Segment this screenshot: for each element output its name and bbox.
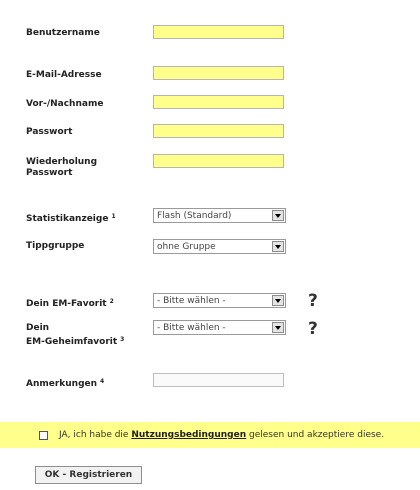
terms-agreement-checkbox[interactable]	[39, 431, 48, 440]
password-repeat-label-line2: Passwort	[26, 168, 73, 178]
em-secret-favorite-label-text: EM-Geheimfavorit	[26, 337, 118, 347]
tip-group-select[interactable]	[153, 239, 286, 254]
stats-display-selected-value: Flash (Standard)	[157, 210, 232, 221]
email-input[interactable]	[153, 66, 284, 80]
stats-display-label	[26, 211, 116, 225]
dropdown-arrow-icon[interactable]	[272, 241, 284, 252]
name-label: Vor-/Nachname	[26, 99, 104, 109]
em-secret-favorite-label-line1: Dein	[26, 323, 50, 333]
remarks-input[interactable]	[153, 373, 284, 387]
password-repeat-label	[26, 157, 97, 179]
footnote-marker: 3	[120, 336, 125, 343]
terms-agreement-bar	[0, 422, 420, 448]
register-submit-button[interactable]: OK - Registrieren	[35, 466, 142, 484]
em-secret-favorite-select[interactable]	[153, 320, 286, 335]
em-secret-favorite-help-icon[interactable]: ?	[308, 319, 318, 339]
dropdown-arrow-icon[interactable]	[272, 295, 284, 306]
footnote-marker: 4	[100, 378, 105, 385]
dropdown-arrow-icon[interactable]	[272, 322, 284, 333]
remarks-label-text: Anmerkungen	[26, 379, 98, 389]
password-repeat-input[interactable]	[153, 154, 284, 168]
em-secret-favorite-label-line2	[26, 334, 124, 348]
dropdown-arrow-icon[interactable]	[272, 210, 284, 221]
email-label: E-Mail-Adresse	[26, 70, 102, 80]
tip-group-selected-value: ohne Gruppe	[157, 241, 216, 252]
username-label: Benutzername	[26, 28, 100, 38]
password-repeat-label-line1: Wiederholung	[26, 157, 98, 167]
name-input[interactable]	[153, 95, 284, 109]
tip-group-label: Tippgruppe	[26, 241, 85, 251]
terms-agreement-text	[59, 430, 384, 440]
em-favorite-selected-value: - Bitte wählen -	[157, 295, 226, 306]
em-secret-favorite-label	[26, 323, 124, 348]
em-favorite-label-text: Dein EM-Favorit	[26, 299, 107, 309]
terms-of-use-link[interactable]: Nutzungsbedingungen	[131, 430, 247, 440]
remarks-label	[26, 376, 104, 390]
password-label: Passwort	[26, 127, 73, 137]
em-secret-favorite-selected-value: - Bitte wählen -	[157, 322, 226, 333]
stats-display-label-text: Statistikanzeige	[26, 214, 109, 224]
stats-display-select[interactable]	[153, 208, 286, 223]
em-favorite-help-icon[interactable]: ?	[308, 291, 318, 311]
em-favorite-select[interactable]	[153, 293, 286, 308]
footnote-marker: 2	[109, 298, 114, 305]
footnote-marker: 1	[111, 213, 116, 220]
em-favorite-label	[26, 296, 114, 310]
username-input[interactable]	[153, 25, 284, 39]
terms-agreement-suffix: gelesen und akzeptiere diese.	[246, 430, 385, 440]
password-input[interactable]	[153, 124, 284, 138]
terms-agreement-prefix: JA, ich habe die	[59, 430, 132, 440]
